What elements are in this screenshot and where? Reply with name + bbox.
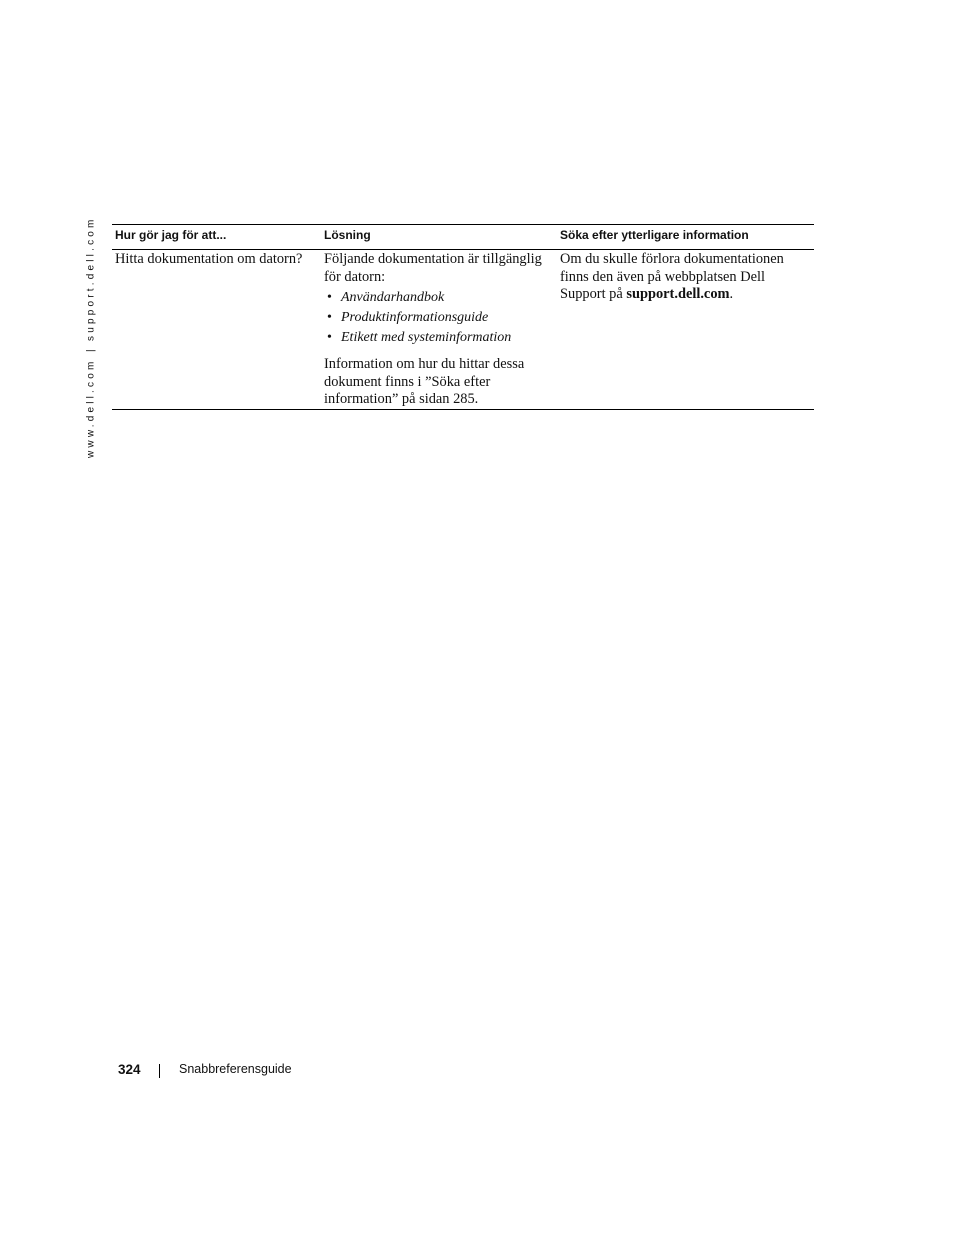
footer-title: Snabbreferensguide [179, 1062, 292, 1076]
header-how-do-i: Hur gör jag för att... [115, 228, 227, 242]
bullet-icon: • [327, 330, 332, 345]
document-name: Användarhandbok [341, 290, 445, 305]
header-solution: Lösning [324, 228, 371, 242]
solution-outro: Information om hur du hittar dessa dokument finns i ”Söka efter information” på sidan 285. [324, 356, 525, 407]
more-info-text: Om du skulle förlora dokumentationen finns den även på webbplatsen Dell Support på [560, 251, 784, 302]
header-more-info: Söka efter ytterligare information [560, 228, 749, 242]
solution-intro: Följande dokumentation är tillgänglig för datorn: [324, 251, 542, 285]
footer-separator [159, 1064, 160, 1078]
document-list [324, 288, 554, 348]
page-number: 324 [118, 1062, 141, 1077]
document-name: Produktinformationsguide [341, 310, 489, 325]
side-url-right: support.dell.com [85, 216, 97, 341]
side-url-left: www.dell.com [85, 358, 97, 458]
more-info-cell [560, 251, 800, 304]
more-info-suffix: . [729, 286, 734, 302]
side-url-watermark [84, 216, 98, 458]
list-item [324, 308, 554, 328]
table-bottom-rule [112, 409, 814, 410]
bullet-icon: • [327, 290, 332, 305]
list-item [324, 288, 554, 308]
document-name: Etikett med systeminformation [341, 330, 512, 345]
list-item [324, 328, 554, 348]
table-header-rule [112, 249, 814, 250]
table-top-rule [112, 224, 814, 225]
bullet-icon: • [327, 310, 332, 325]
support-link[interactable]: support.dell.com [626, 286, 730, 302]
side-url-separator: | [85, 346, 97, 353]
solution-cell [324, 251, 554, 409]
question-cell: Hitta dokumentation om datorn? [115, 251, 303, 267]
